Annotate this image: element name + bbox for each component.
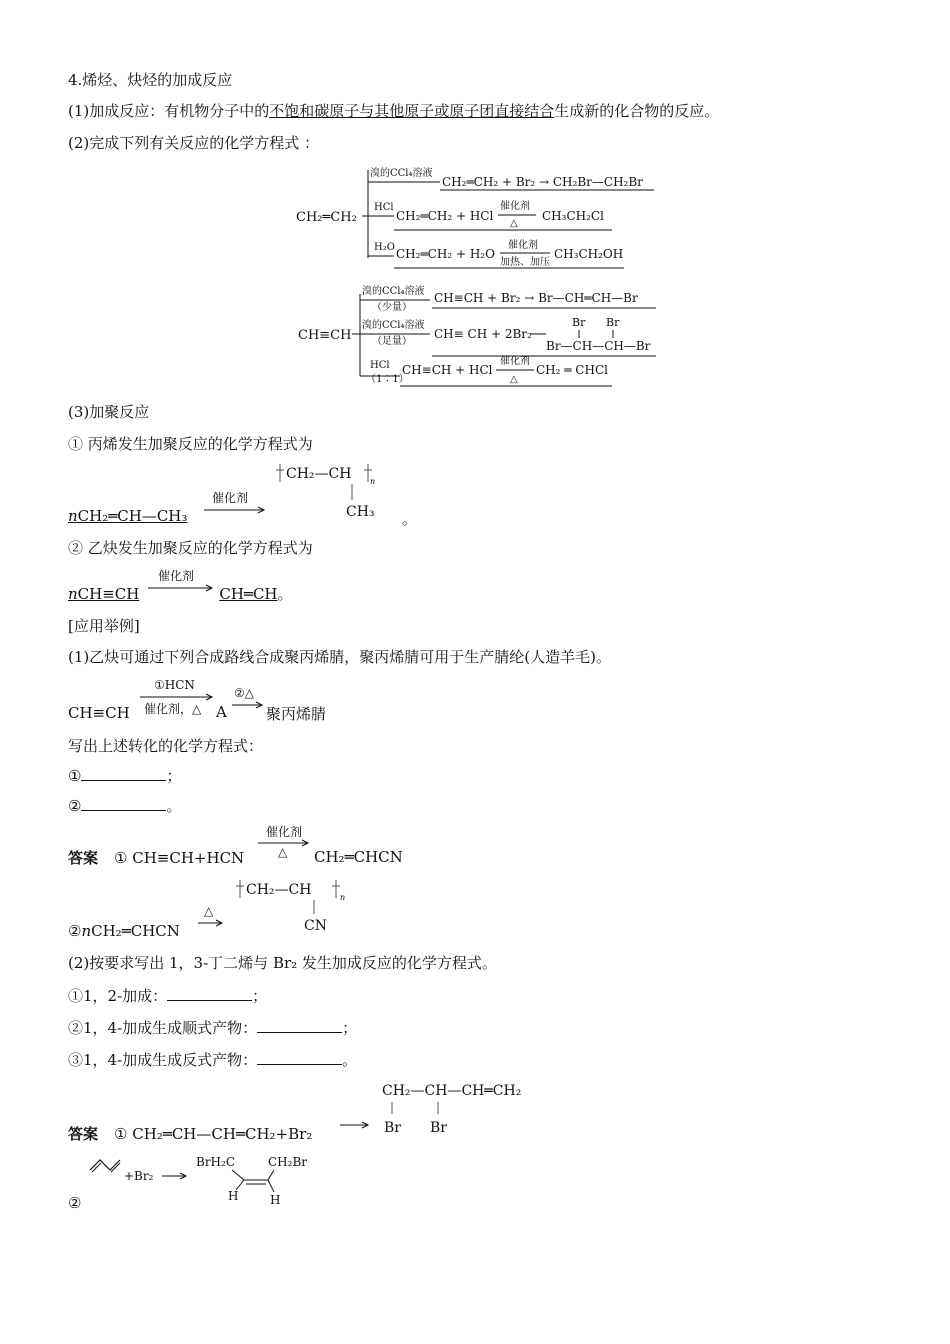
propylene-n: n xyxy=(68,507,78,525)
polypropylene-main: CH₂—CH xyxy=(286,466,352,482)
cis-right-top: CH₂Br xyxy=(268,1155,308,1169)
question-2-row xyxy=(68,1018,357,1038)
question-3: ③1，4-加成生成反式产物： xyxy=(68,1051,258,1069)
ethylene-reactant: CH₂═CH₂ xyxy=(296,210,357,225)
section-title: 4.烯烃、炔烃的加成反应 xyxy=(68,71,233,89)
answer1-eq1-rhs: CH₂═CHCN xyxy=(314,848,403,866)
ethylene-branch2-catalyst: 催化剂 xyxy=(500,201,530,212)
question-3-row xyxy=(68,1050,357,1070)
dibromo-br2: Br xyxy=(430,1120,447,1136)
question-1-row xyxy=(68,986,267,1006)
answer-blank-q2[interactable] xyxy=(257,1018,342,1033)
answer-blank-q3[interactable] xyxy=(257,1050,342,1065)
answer1-eq1-catalyst: 催化剂 xyxy=(266,825,303,839)
arrow-icon xyxy=(196,918,226,928)
blank2-label: ② xyxy=(68,797,82,815)
acetylene-branch3-heat: △ xyxy=(510,374,518,385)
acetylene-poly-reactant: CH≡CH xyxy=(77,585,140,603)
cis-addition-equation xyxy=(84,1150,324,1210)
acetylene-branch3-catalyst: 催化剂 xyxy=(500,356,530,367)
route-step2-top: ②△ xyxy=(234,686,254,700)
acetylene-branch3-rhs: CH₂ ═ CHCl xyxy=(536,363,608,377)
arrow-icon xyxy=(338,1120,372,1130)
acetylene-poly-end: 。 xyxy=(277,585,293,603)
answer1-eq2-prefix: ② xyxy=(68,922,82,940)
ethylene-branch2-heat: △ xyxy=(510,218,518,229)
answer1-line1 xyxy=(68,848,244,868)
acetylene-reactant: CH≡CH xyxy=(298,328,352,343)
acetylene-branch3-note: （1∶1） xyxy=(366,374,409,385)
example1-ask: 写出上述转化的化学方程式： xyxy=(68,737,264,755)
question-2: ②1，4-加成生成顺式产物： xyxy=(68,1019,258,1037)
answer1-eq1-lhs: ① CH≡CH+HCN xyxy=(114,849,245,867)
acetylene-poly-equation xyxy=(68,584,293,604)
polyacrylonitrile-structure xyxy=(236,874,356,936)
ethylene-branch1-condition: 溴的CCl₄溶液 xyxy=(370,168,433,179)
blank-row-1 xyxy=(68,766,181,786)
answer-label: 答案 xyxy=(68,1125,99,1143)
route-start: CH≡CH xyxy=(68,704,130,722)
dibromo-butene-structure xyxy=(376,1076,556,1140)
propylene-catalyst: 催化剂 xyxy=(212,491,249,505)
question-2-end: ； xyxy=(342,1019,358,1037)
acetylene-branch1-note: （少量） xyxy=(372,302,412,313)
question-3-end: 。 xyxy=(342,1051,358,1069)
propylene-reactant: CH₂═CH—CH₃ xyxy=(77,507,188,525)
blank1-end: ； xyxy=(166,767,182,785)
cis-left-top: BrH₂C xyxy=(196,1155,236,1169)
acetylene-branch3-condition: HCl xyxy=(370,360,390,371)
example-title: [应用举例] xyxy=(68,617,140,635)
acetylene-branch2-note: （足量） xyxy=(372,336,412,347)
ethylene-branch2-condition: HCl xyxy=(374,202,394,213)
ethylene-reaction-diagram xyxy=(290,160,670,272)
definition-underlined: 不饱和碳原子与其他原子或原子团直接结合 xyxy=(269,102,555,120)
route-end: 聚丙烯腈 xyxy=(266,705,327,723)
definition-prefix: (1)加成反应：有机物分子中的 xyxy=(68,102,270,120)
polypropylene-n: n xyxy=(370,477,376,486)
ethylene-branch3-extra: 加热、加压 xyxy=(500,257,550,268)
route-step1-bottom: 催化剂，△ xyxy=(144,702,202,716)
answer2-line1 xyxy=(68,1124,312,1144)
blank1-label: ① xyxy=(68,767,82,785)
acetylene-branch2-br1: Br xyxy=(572,316,586,329)
answer1-eq1-heat: △ xyxy=(278,845,288,859)
answer-blank-q1[interactable] xyxy=(167,986,252,1001)
acetylene-n: n xyxy=(68,585,78,603)
butadiene-skeleton-icon xyxy=(90,1160,120,1170)
example1-text: (1)乙炔可通过下列合成路线合成聚丙烯腈，聚丙烯腈可用于生产腈纶(人造羊毛)。 xyxy=(68,648,611,666)
paragraph-complete-equations: (2)完成下列有关反应的化学方程式 ： xyxy=(68,134,320,152)
acetylene-poly-catalyst: 催化剂 xyxy=(158,569,195,583)
answer1-eq2-heat: △ xyxy=(204,904,214,918)
acetylene-branch3-lhs: CH≡CH + HCl xyxy=(402,363,493,377)
acetylene-branch2-br2: Br xyxy=(606,316,620,329)
cis-right-bottom: H xyxy=(270,1193,281,1207)
polyacrylonitrile-n: n xyxy=(340,893,346,902)
ethylene-branch3-catalyst: 催化剂 xyxy=(508,240,538,251)
blank-row-2 xyxy=(68,796,181,816)
example2-text: (2)按要求写出 1，3-丁二烯与 Br₂ 发生加成反应的化学方程式。 xyxy=(68,954,497,972)
dibromo-br1: Br xyxy=(384,1120,401,1136)
cis-plus-br2: +Br₂ xyxy=(124,1169,154,1183)
answer2-eq1: ① CH₂═CH—CH═CH₂+Br₂ xyxy=(114,1125,313,1143)
question-1: ①1，2-加成： xyxy=(68,987,168,1005)
polyacrylonitrile-cn: CN xyxy=(304,918,327,934)
ethylene-branch2-rhs: CH₃CH₂Cl xyxy=(542,209,604,223)
definition-suffix: 生成新的化合物的反应。 xyxy=(554,102,720,120)
acetylene-branch1-condition: 溴的CCl₄溶液 xyxy=(362,286,425,297)
answer1-eq2-lhs: CH₂═CHCN xyxy=(91,922,180,940)
paragraph-addition-definition xyxy=(68,101,719,121)
acetylene-polymerization-text: ② 乙炔发生加聚反应的化学方程式为 xyxy=(68,539,313,557)
propylene-polymerization-text: ① 丙烯发生加聚反应的化学方程式为 xyxy=(68,435,313,453)
answer-blank-2[interactable] xyxy=(81,796,166,811)
route-step1-top: ①HCN xyxy=(154,678,195,692)
arrow-icon xyxy=(202,505,268,515)
question-1-end: ； xyxy=(252,987,268,1005)
answer1-line2 xyxy=(68,921,180,941)
cis-left-bottom: H xyxy=(228,1189,239,1203)
polypropylene-methyl: CH₃ xyxy=(346,504,375,520)
acetylene-branch2-rhs: Br—CH—CH—Br xyxy=(546,339,651,353)
answer2-eq2-label: ② xyxy=(68,1194,82,1212)
acetylene-poly-product: CH═CH xyxy=(219,585,278,603)
arrow-icon xyxy=(230,700,266,710)
answer1-eq2-n: n xyxy=(81,922,92,940)
blank2-end: 。 xyxy=(166,797,182,815)
polyacrylonitrile-main: CH₂—CH xyxy=(246,882,312,898)
ethylene-branch2-lhs: CH₂═CH₂ + HCl xyxy=(396,209,494,223)
route-mid: A xyxy=(216,703,227,721)
ethylene-branch3-rhs: CH₃CH₂OH xyxy=(554,247,624,261)
acetylene-branch2-condition: 溴的CCl₄溶液 xyxy=(362,320,425,331)
answer-label: 答案 xyxy=(68,849,99,867)
propylene-equation-lhs xyxy=(68,506,187,526)
ethylene-branch3-condition: H₂O xyxy=(374,242,395,253)
ethylene-branch1-equation: CH₂═CH₂ + Br₂ → CH₂Br—CH₂Br xyxy=(442,175,643,189)
acetylene-branch1-equation: CH≡CH + Br₂ → Br—CH═CH—Br xyxy=(434,291,638,305)
propylene-end: 。 xyxy=(402,510,418,528)
polypropylene-structure xyxy=(276,460,376,522)
polymerization-title: (3)加聚反应 xyxy=(68,403,150,421)
acetylene-branch2-lhs: CH≡ CH + 2Br₂ xyxy=(434,327,532,341)
acetylene-reaction-diagram xyxy=(290,282,670,390)
dibromo-main: CH₂—CH—CH═CH₂ xyxy=(382,1083,522,1099)
answer-blank-1[interactable] xyxy=(81,766,166,781)
ethylene-branch3-lhs: CH₂═CH₂ + H₂O xyxy=(396,247,495,261)
